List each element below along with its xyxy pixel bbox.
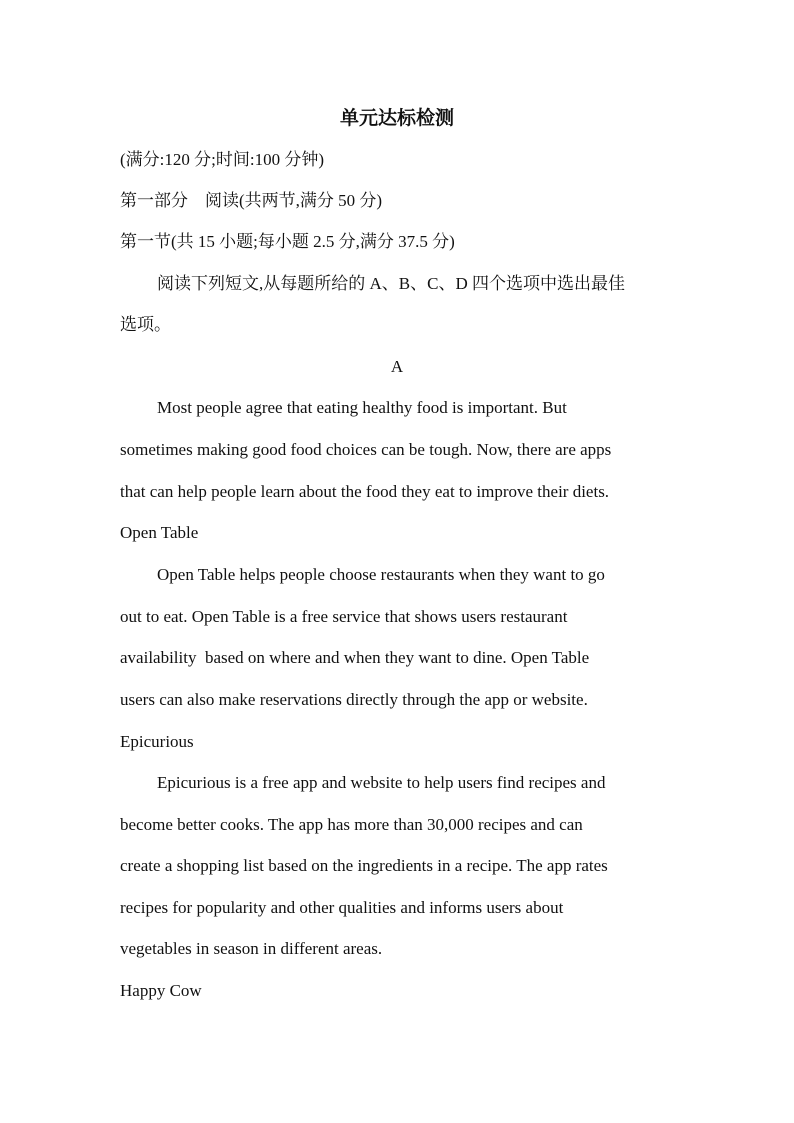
epicurious-line: become better cooks. The app has more than 30,000 recipes and can [120,815,583,834]
epicurious-line: Epicurious is a free app and website to help users find recipes and [157,773,606,792]
instruction-line: 阅读下列短文,从每题所给的 A、B、C、D 四个选项中选出最佳 [157,274,625,293]
intro-line: that can help people learn about the food they eat to improve their diets. [120,482,610,501]
open-table-line: Open Table helps people choose restaurants when they want to go [157,565,605,584]
epicurious-line: recipes for popularity and other qualities and informs users about [120,898,564,917]
score-info: (满分:120 分;时间:100 分钟) [120,150,324,169]
intro-line: Most people agree that eating healthy food is important. But [157,398,567,417]
epicurious-line: create a shopping list based on the ingredients in a recipe. The app rates [120,856,608,875]
intro-line: sometimes making good food choices can be tough. Now, there are apps [120,440,612,459]
instruction-line: 选项。 [120,315,171,334]
open-table-line: users can also make reservations directly through the app or website. [120,690,588,709]
app-heading-epicurious: Epicurious [120,732,194,751]
section-heading: 第一节(共 15 小题;每小题 2.5 分,满分 37.5 分) [120,232,455,251]
app-heading-happy-cow: Happy Cow [120,981,202,1000]
open-table-line: out to eat. Open Table is a free service that shows users restaurant [120,607,568,626]
epicurious-line: vegetables in season in different areas. [120,939,383,958]
part-heading: 第一部分 阅读(共两节,满分 50 分) [120,191,383,210]
page-title: 单元达标检测 [339,108,454,129]
open-table-line: availability based on where and when they want to dine. Open Table [120,648,590,667]
passage-label: A [390,357,404,376]
app-heading-open-table: Open Table [120,523,199,542]
